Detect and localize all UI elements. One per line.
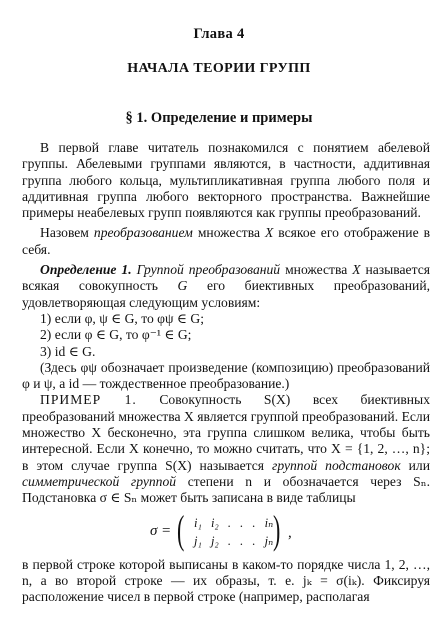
condition-2: 2) если φ ∈ G, то φ⁻¹ ∈ G; [40,327,192,343]
formula-right-paren: ) [272,506,281,552]
formula-left-paren: ( [176,506,185,552]
chapter-title: НАЧАЛА ТЕОРИИ ГРУПП [127,61,311,76]
math-x: X [264,225,274,241]
formula-sigma: σ [150,522,158,539]
intro-paragraph: В первой главе читатель познакомился с понятием абелевой группы. Абелевыми группами являются, в частности, аддитивная группа любого кольца, мультипликативная группа любого поля и аддитивная группа любого векторного пространства. Важнейшие примеры неабелевых групп появляются как группы преобразований. [22,140,430,221]
text-run: Назовем [40,225,94,241]
transformation-definition-paragraph [22,225,430,258]
text-run: степени n и обозначается через Sₙ. Подстановка σ ∈ Sₙ может быть записана в виде таблицы [22,473,430,506]
text-run: множества [192,225,265,241]
section-title: § 1. Определение и примеры [125,110,313,126]
text-run: его биективных преобразований, удовлетворяющая следующим условиям: [22,278,430,310]
condition-3: 3) id ∈ G. [40,343,96,359]
chapter-label: Глава 4 [193,26,245,42]
text-run: или [400,457,430,473]
after-formula-paragraph: в первой строке которой выписаны в каком-то порядке числа 1, 2, …, n, а во второй строке — их образы, т. е. jₖ = σ(iₖ). Фиксируя расположение чисел в первой строке (например, располагая [22,556,430,605]
example-label: ПРИМЕР 1. [40,392,137,408]
example-1 [22,392,430,506]
formula-row-1: i₁ i₂ . . . iₙ [194,515,274,530]
formula-comma: , [288,524,292,541]
permutation-formula [22,506,430,555]
body-text [22,140,430,605]
term-transformation-group: Группой преобразований [136,262,281,278]
formula-equals: = [162,522,171,539]
text-run: множества [280,262,353,278]
text-run: всякое его отображение в себя. [22,225,431,257]
math-g: G [177,278,188,294]
definition-1 [22,262,430,311]
condition-1: 1) если φ, ψ ∈ G, то φψ ∈ G; [40,310,204,326]
text-run: Совокупность S(X) всех биективных преобразований множества X является группой преобразований. Если множество X бесконечно, эта группа слишком велика, чтобы быть интересной. Если X конечно, то можно считать, что X = {1, 2, …, n}; в этом случае группа S(X) называется [22,392,430,473]
math-x: X [352,262,361,278]
term-transformation: преобразованием [93,225,193,241]
term-permutation-group: группой подстановок [272,457,401,473]
definition-label: Определение 1. [40,262,132,278]
term-symmetric-group: симметрической группой [22,473,177,489]
note-paragraph: (Здесь φψ обозначает произведение (композицию) преобразований φ и ψ, а id — тождественное преобразование.) [22,359,430,392]
formula-row-2: j₁ j₂ . . . jₙ [194,533,274,548]
text-run: называется всякая совокупность [22,262,430,294]
